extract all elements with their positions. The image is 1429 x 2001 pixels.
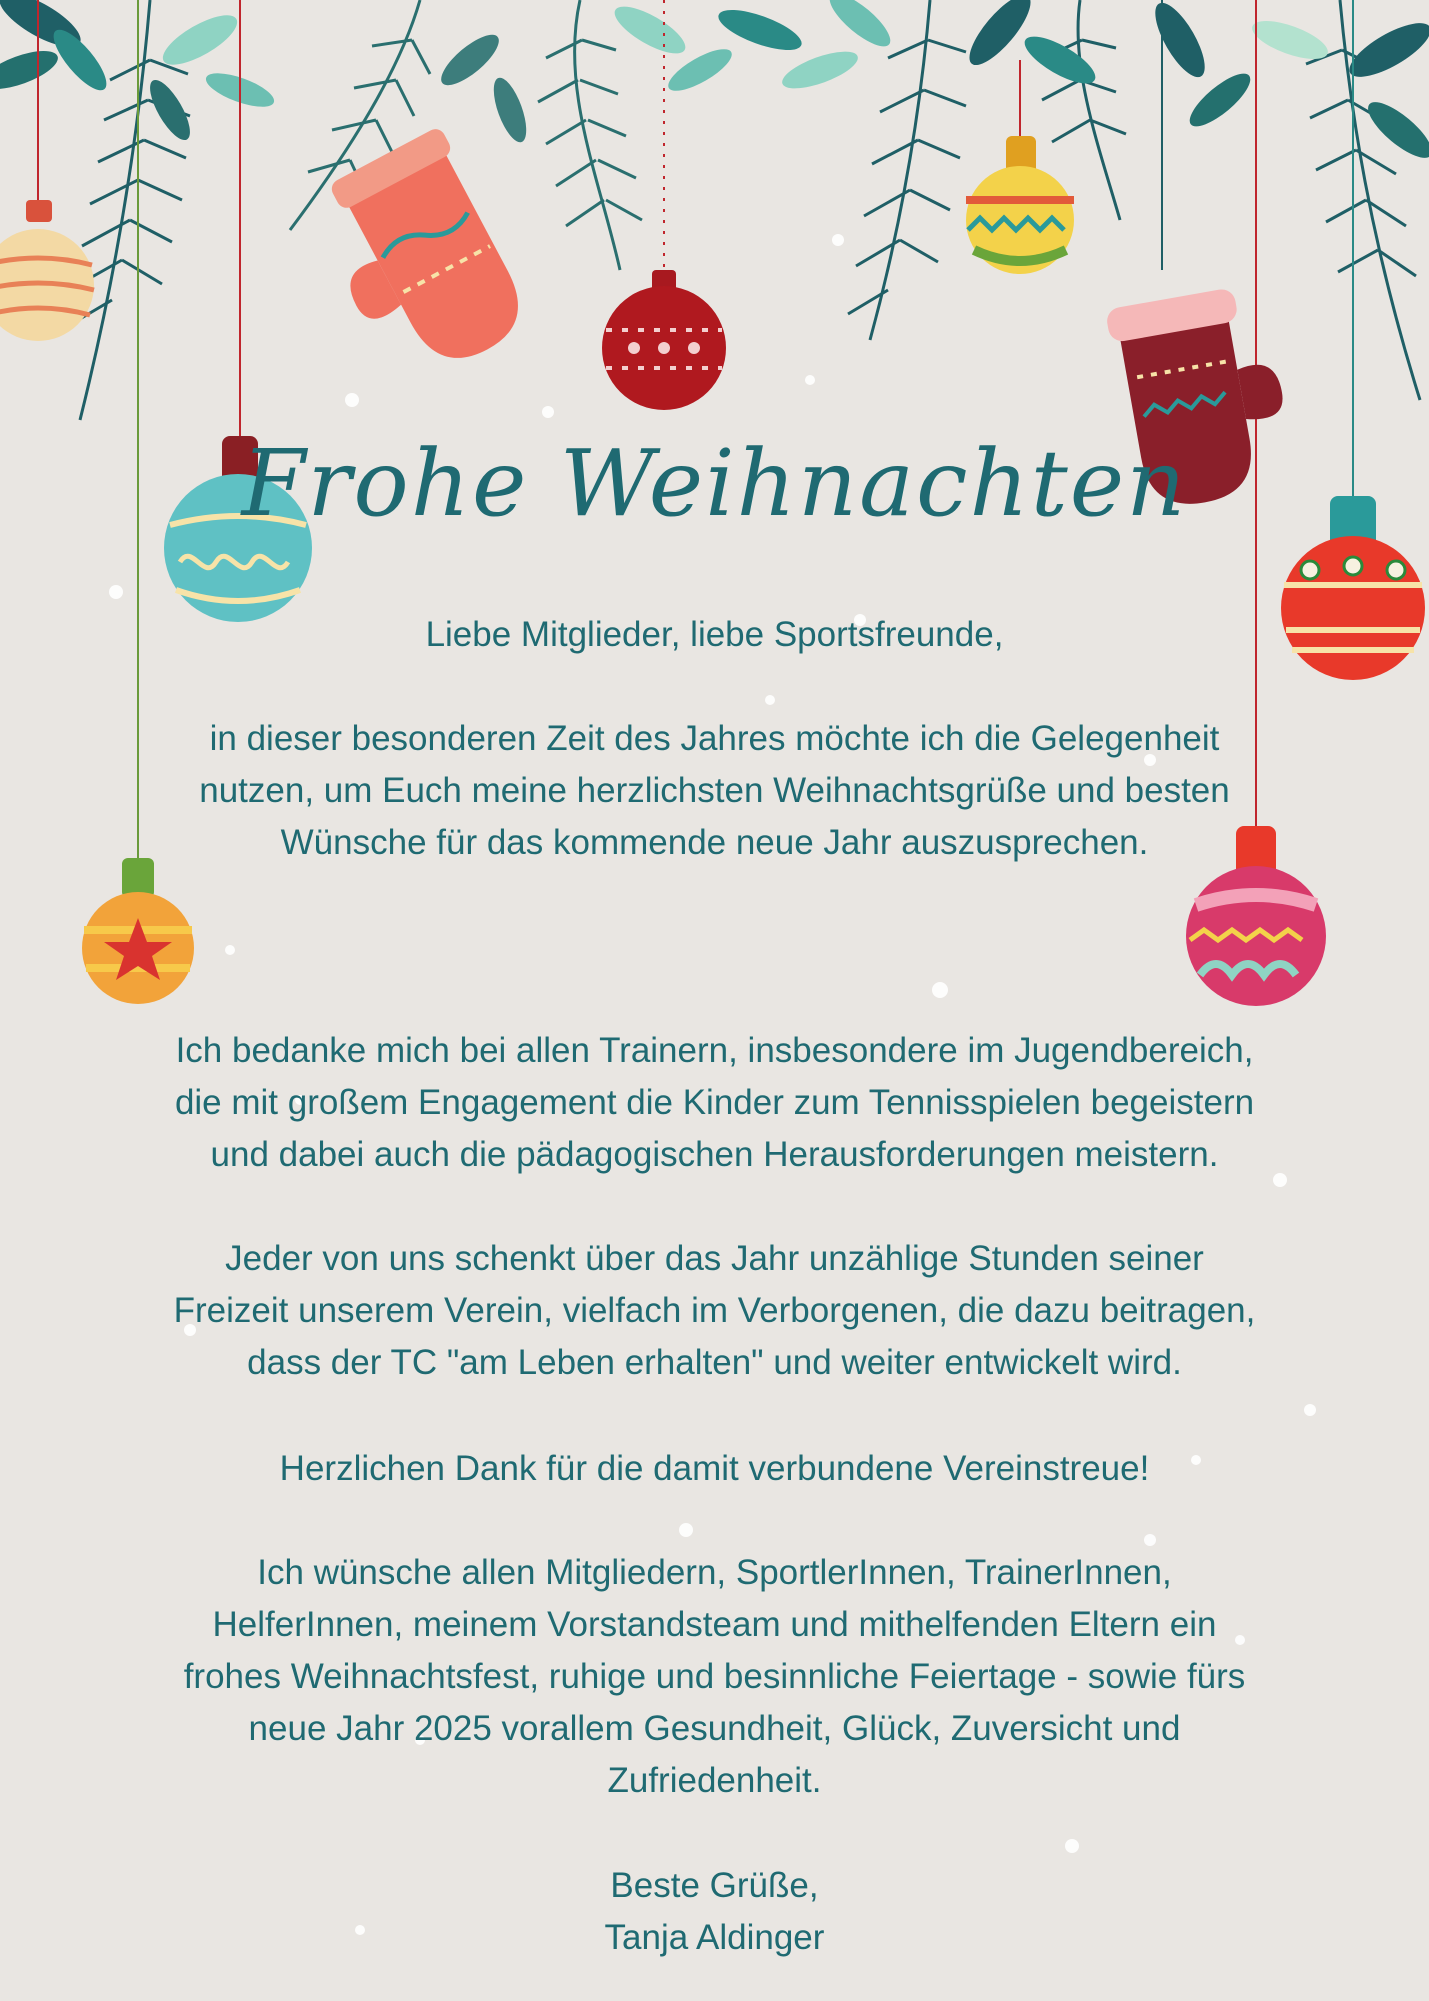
leaf-sprig-icon — [0, 0, 1429, 166]
paragraph-1 — [0, 713, 1429, 869]
paragraph-3 — [0, 1233, 1429, 1389]
paragraph-line: in dieser besonderen Zeit des Jahres möchte ich die Gelegenheit — [209, 719, 1220, 758]
letter-greeting — [0, 609, 1429, 661]
paragraph-4 — [0, 1443, 1429, 1495]
card-title: Frohe Weihnachten — [241, 430, 1188, 537]
paragraph-line: nutzen, um Euch meine herzlichsten Weihnachtsgrüße und besten — [199, 771, 1230, 810]
paragraph-line: Ich bedanke mich bei allen Trainern, insbesondere im Jugendbereich, — [175, 1031, 1254, 1070]
ornament-icon — [0, 200, 94, 341]
paragraph-line: Freizeit unserem Verein, vielfach im Verborgenen, die dazu beitragen, — [173, 1291, 1256, 1330]
signature: Tanja Aldinger — [604, 1918, 825, 1957]
paragraph-line: neue Jahr 2025 vorallem Gesundheit, Glück, Zuversicht und — [248, 1709, 1181, 1748]
ornament-icon — [602, 270, 726, 410]
letter-closing — [0, 1860, 1429, 1964]
paragraph-5 — [0, 1547, 1429, 1807]
paragraph-line: die mit großem Engagement die Kinder zum Tennisspielen begeistern — [174, 1083, 1255, 1122]
closing-line: Beste Grüße, — [610, 1866, 819, 1905]
paragraph-line: Ich wünsche allen Mitgliedern, SportlerInnen, TrainerInnen, — [257, 1553, 1172, 1592]
greeting-line: Liebe Mitglieder, liebe Sportsfreunde, — [425, 615, 1004, 654]
ornament-icon — [966, 136, 1074, 274]
paragraph-line: Herzlichen Dank für die damit verbundene Vereinstreue! — [279, 1449, 1150, 1488]
paragraph-line: dass der TC "am Leben erhalten" und weiter entwickelt wird. — [247, 1343, 1182, 1382]
paragraph-line: HelferInnen, meinem Vorstandsteam und mithelfenden Eltern ein — [212, 1605, 1217, 1644]
paragraph-line: frohes Weihnachtsfest, ruhige und besinnliche Feiertage - sowie fürs — [183, 1657, 1246, 1696]
paragraph-line: Wünsche für das kommende neue Jahr auszusprechen. — [280, 823, 1149, 862]
ornament-icon — [82, 858, 194, 1004]
paragraph-2 — [0, 1025, 1429, 1181]
paragraph-line: Jeder von uns schenkt über das Jahr unzählige Stunden seiner — [225, 1239, 1204, 1278]
paragraph-line: Zufriedenheit. — [607, 1761, 822, 1800]
paragraph-line: und dabei auch die pädagogischen Herausforderungen meistern. — [210, 1135, 1219, 1174]
